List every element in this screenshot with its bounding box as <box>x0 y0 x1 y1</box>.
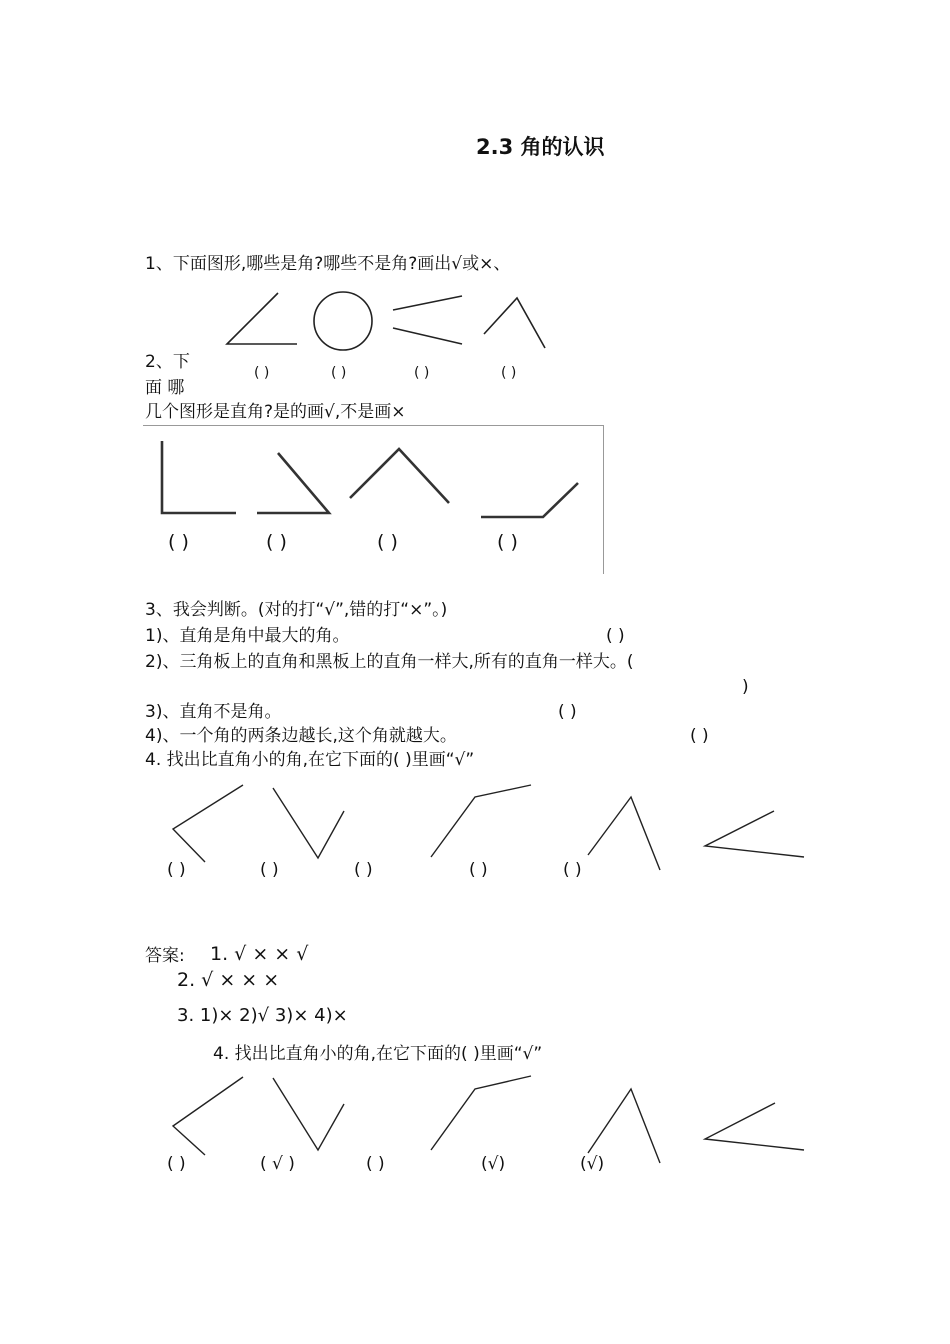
q4-blank-3[interactable]: ( ) <box>354 860 373 880</box>
q2-blank-4[interactable]: ( ) <box>497 531 518 553</box>
q3-prompt: 3、我会判断。(对的打“√”,错的打“×”。) <box>145 600 448 620</box>
q4-blank-2[interactable]: ( ) <box>260 860 279 880</box>
q2-prompt-line1: 2、下 <box>145 352 190 372</box>
answer-3: 3. 1)× 2)√ 3)× 4)× <box>177 1005 348 1026</box>
q3-item-3: 3)、直角不是角。 <box>145 702 282 722</box>
answer-angle-4 <box>588 1089 660 1163</box>
answer-4-prompt: 4. 找出比直角小的角,在它下面的( )里画“√” <box>213 1044 543 1064</box>
answer-angle-5 <box>705 1103 804 1150</box>
answer-1: 1. √ × × √ <box>210 943 309 965</box>
q4-blank-4[interactable]: ( ) <box>469 860 488 880</box>
q3-item-2: 2)、三角板上的直角和黑板上的直角一样大,所有的直角一样大。( <box>145 652 634 672</box>
q3-item-4: 4)、一个角的两条边越长,这个角就越大。 <box>145 726 457 746</box>
q2-blank-1[interactable]: ( ) <box>168 531 189 553</box>
q2-blank-2[interactable]: ( ) <box>266 531 287 553</box>
page-title: 2.3 角的认识 <box>476 135 605 159</box>
q2-prompt-line3: 几个图形是直角?是的画√,不是画× <box>145 402 406 422</box>
q1-blank-1[interactable]: ( ) <box>254 365 270 381</box>
answer-4-blank-2: ( √ ) <box>260 1154 295 1174</box>
q4-blank-5[interactable]: ( ) <box>563 860 582 880</box>
answer-angle-1 <box>173 1077 243 1155</box>
answers-label: 答案: <box>145 946 185 966</box>
q3-blank-4[interactable]: ( ) <box>690 726 709 746</box>
q4-prompt: 4. 找出比直角小的角,在它下面的( )里画“√” <box>145 750 475 770</box>
q1-prompt: 1、下面图形,哪些是角?哪些不是角?画出√或×、 <box>145 254 511 274</box>
q1-blank-4[interactable]: ( ) <box>501 365 517 381</box>
q3-blank-3[interactable]: ( ) <box>558 702 577 722</box>
q2-blank-3[interactable]: ( ) <box>377 531 398 553</box>
answer-4-blank-5: (√) <box>580 1154 605 1174</box>
answer-4-blank-4: (√) <box>481 1154 506 1174</box>
answer-2: 2. √ × × × <box>177 969 280 991</box>
answer-4-blank-3: ( ) <box>366 1154 385 1174</box>
q3-blank-1[interactable]: ( ) <box>606 626 625 646</box>
q2-prompt-line2: 面 哪 <box>145 378 185 398</box>
q1-blank-3[interactable]: ( ) <box>414 365 430 381</box>
q1-blank-2[interactable]: ( ) <box>331 365 347 381</box>
q4-blank-1[interactable]: ( ) <box>167 860 186 880</box>
q3-blank-2[interactable]: ) <box>742 677 749 697</box>
answer-angle-2 <box>273 1078 344 1150</box>
q3-item-1: 1)、直角是角中最大的角。 <box>145 626 350 646</box>
answer-angle-3 <box>431 1076 531 1150</box>
answer-4-blank-1: ( ) <box>167 1154 186 1174</box>
